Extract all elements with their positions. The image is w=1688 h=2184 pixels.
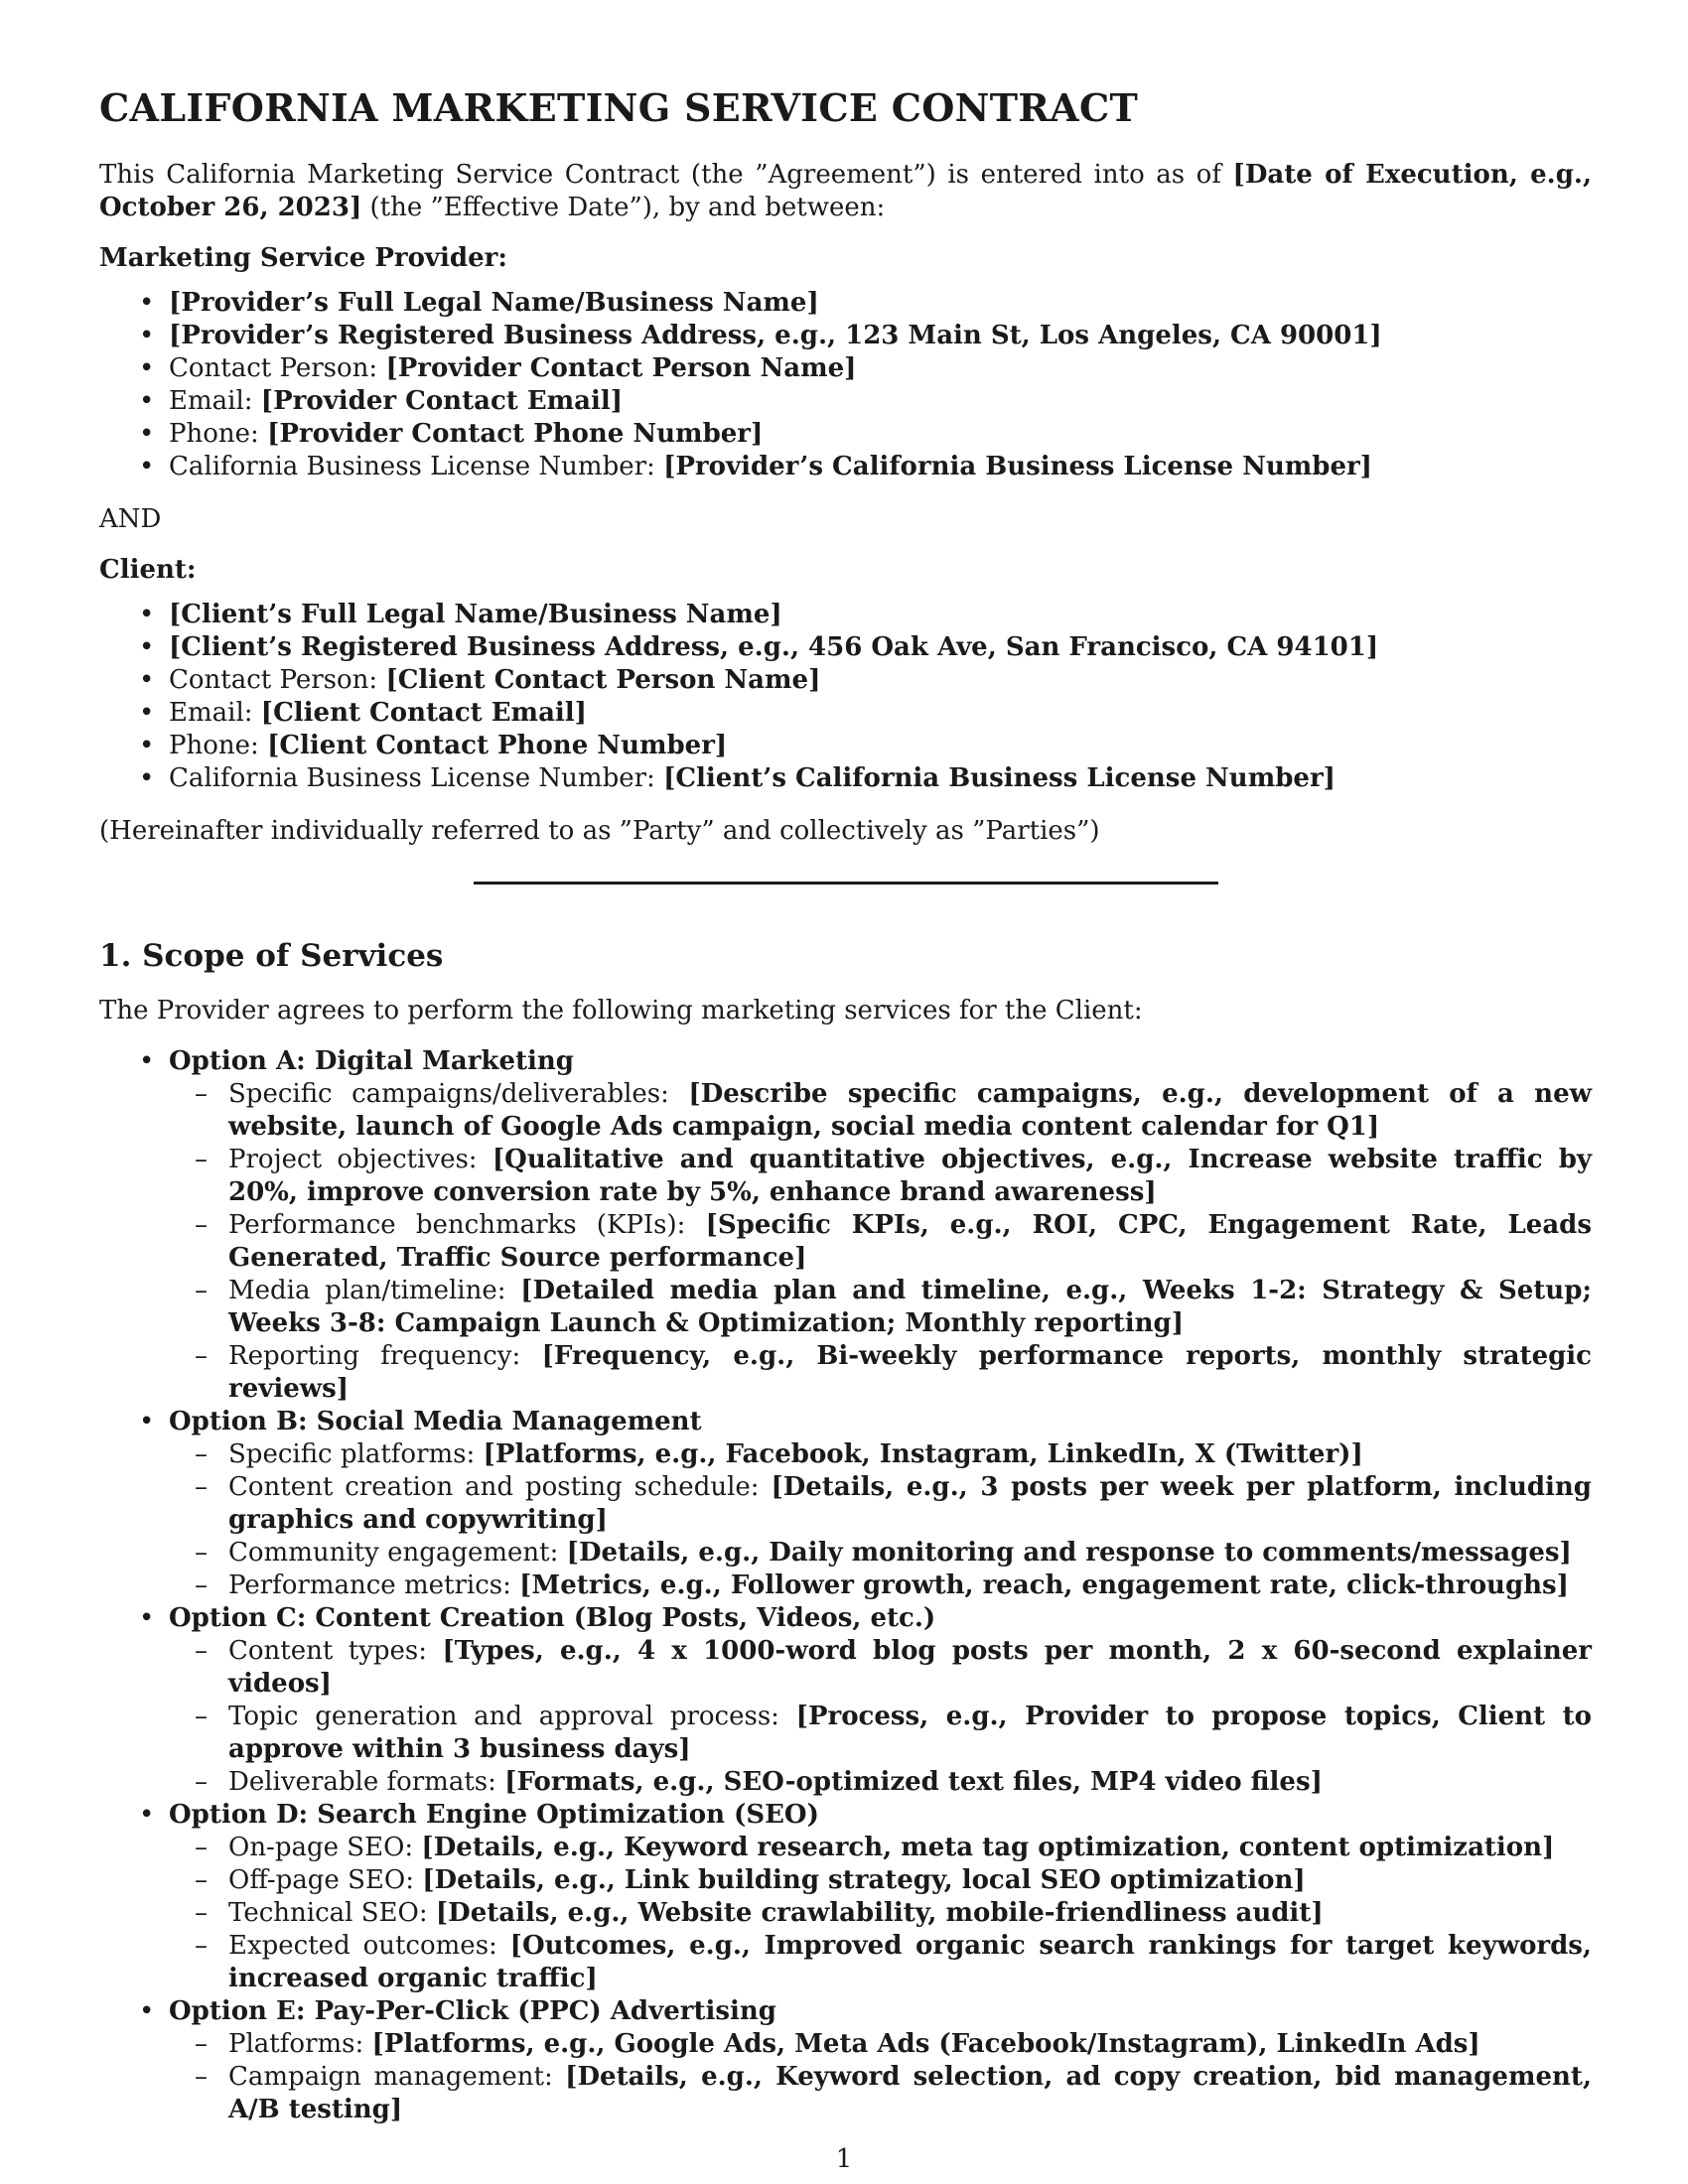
list-item bbox=[99, 697, 1592, 730]
item-value: [Qualitative and quantitative objectives, e.g., Increase website traffic by 20%, improve conversion rate by 5%, enhance brand awareness] bbox=[228, 1144, 1593, 1207]
item-value: [Client’s Registered Business Address, e.g., 456 Oak Ave, San Francisco, CA 94101] bbox=[169, 631, 1379, 662]
option-details bbox=[169, 1832, 1592, 1995]
option-social-media bbox=[99, 1406, 1592, 1602]
list-item bbox=[169, 1471, 1592, 1537]
list-item bbox=[169, 1930, 1592, 1995]
item-value: [Client Contact Person Name] bbox=[385, 664, 821, 695]
item-prefix: Expected outcomes: bbox=[228, 1930, 510, 1961]
list-item bbox=[99, 418, 1592, 451]
list-item bbox=[99, 352, 1592, 385]
list-item bbox=[99, 287, 1592, 320]
document-body bbox=[99, 85, 1592, 2146]
list-item bbox=[99, 664, 1592, 697]
list-item bbox=[169, 1078, 1592, 1144]
option-title: Option C: Content Creation (Blog Posts, Videos, etc.) bbox=[169, 1602, 936, 1633]
item-value: [Metrics, e.g., Follower growth, reach, engagement rate, click-throughs] bbox=[519, 1570, 1569, 1600]
item-value: [Details, e.g., Keyword selection, ad copy creation, bid management, A/B testing] bbox=[228, 2061, 1592, 2124]
item-value: [Platforms, e.g., Google Ads, Meta Ads (Facebook/Instagram), LinkedIn Ads] bbox=[371, 2028, 1480, 2059]
item-value: [Describe specific campaigns, e.g., development of a new website, launch of Google Ads campaign, social media content calendar for Q1] bbox=[228, 1078, 1593, 1142]
effective-date-placeholder: [Date of Execution, e.g., October 26, 2023] bbox=[99, 159, 1592, 222]
option-ppc bbox=[99, 1995, 1592, 2126]
item-value: [Provider’s Registered Business Address, e.g., 123 Main St, Los Angeles, CA 90001] bbox=[169, 320, 1382, 350]
item-value: [Platforms, e.g., Facebook, Instagram, LinkedIn, X (Twitter)] bbox=[483, 1438, 1363, 1469]
item-value: [Client’s Full Legal Name/Business Name] bbox=[169, 599, 782, 629]
item-value: [Client’s California Business License Number] bbox=[663, 762, 1336, 793]
list-item bbox=[99, 599, 1592, 631]
list-item bbox=[99, 631, 1592, 664]
item-prefix: Phone: bbox=[169, 418, 268, 449]
client-details-list bbox=[99, 599, 1592, 795]
item-value: [Details, e.g., Keyword research, meta tag optimization, content optimization] bbox=[421, 1832, 1555, 1862]
option-details bbox=[169, 1438, 1592, 1602]
service-options-list bbox=[99, 1045, 1592, 2126]
list-item bbox=[169, 1897, 1592, 1930]
item-value: [Details, e.g., Link building strategy, local SEO optimization] bbox=[422, 1864, 1306, 1895]
list-item bbox=[169, 1275, 1592, 1340]
client-label: Client: bbox=[99, 554, 197, 585]
item-prefix: Email: bbox=[169, 385, 261, 416]
item-value: [Details, e.g., Website crawlability, mobile-friendliness audit] bbox=[435, 1897, 1324, 1928]
item-prefix: Media plan/timeline: bbox=[228, 1275, 521, 1305]
list-item bbox=[169, 2061, 1592, 2126]
list-item bbox=[169, 1340, 1592, 1406]
item-prefix: California Business License Number: bbox=[169, 762, 664, 793]
option-details bbox=[169, 1078, 1592, 1406]
list-item bbox=[169, 1144, 1592, 1209]
list-item bbox=[169, 1438, 1592, 1471]
option-digital-marketing bbox=[99, 1045, 1592, 1406]
item-value: [Provider Contact Person Name] bbox=[385, 352, 857, 383]
parties-note: (Hereinafter individually referred to as ”Party” and collectively as ”Parties”) bbox=[99, 815, 1100, 846]
item-value: [Provider Contact Email] bbox=[260, 385, 624, 416]
item-value: [Provider’s California Business License Number] bbox=[663, 451, 1372, 481]
item-prefix: Phone: bbox=[169, 730, 268, 760]
item-prefix: Platforms: bbox=[228, 2028, 372, 2059]
intro-post: (the ”Effective Date”), by and between: bbox=[361, 192, 886, 222]
item-prefix: Community engagement: bbox=[228, 1537, 567, 1568]
list-item bbox=[169, 2028, 1592, 2061]
section-heading-scope: 1. Scope of Services bbox=[99, 937, 444, 974]
list-item bbox=[169, 1832, 1592, 1864]
provider-label: Marketing Service Provider: bbox=[99, 242, 507, 273]
item-value: [Details, e.g., Daily monitoring and response to comments/messages] bbox=[566, 1537, 1572, 1568]
item-value: [Client Contact Email] bbox=[260, 697, 587, 728]
list-item bbox=[99, 451, 1592, 483]
list-item bbox=[169, 1537, 1592, 1570]
item-prefix: Topic generation and approval process: bbox=[228, 1701, 796, 1731]
list-item bbox=[99, 385, 1592, 418]
item-prefix: Content creation and posting schedule: bbox=[228, 1471, 772, 1502]
item-prefix: Specific platforms: bbox=[228, 1438, 484, 1469]
list-item bbox=[169, 1635, 1592, 1701]
item-prefix: Specific campaigns/deliverables: bbox=[228, 1078, 689, 1109]
list-item bbox=[169, 1209, 1592, 1275]
item-value: [Client Contact Phone Number] bbox=[267, 730, 728, 760]
item-value: [Specific KPIs, e.g., ROI, CPC, Engagement Rate, Leads Generated, Traffic Source performance] bbox=[228, 1209, 1592, 1273]
list-item bbox=[99, 730, 1592, 762]
item-value: [Outcomes, e.g., Improved organic search rankings for target keywords, increased organic traffic] bbox=[228, 1930, 1592, 1993]
list-item bbox=[169, 1864, 1592, 1897]
list-item bbox=[99, 320, 1592, 352]
item-prefix: Performance metrics: bbox=[228, 1570, 520, 1600]
document-title: CALIFORNIA MARKETING SERVICE CONTRACT bbox=[99, 85, 1139, 130]
option-title: Option A: Digital Marketing bbox=[169, 1045, 574, 1076]
horizontal-divider bbox=[474, 882, 1218, 885]
item-prefix: California Business License Number: bbox=[169, 451, 664, 481]
option-title: Option E: Pay-Per-Click (PPC) Advertising bbox=[169, 1995, 776, 2026]
item-value: [Provider Contact Phone Number] bbox=[267, 418, 764, 449]
item-prefix: Content types: bbox=[228, 1635, 443, 1666]
item-value: [Details, e.g., 3 posts per week per platform, including graphics and copywriting] bbox=[228, 1471, 1592, 1535]
item-prefix: Project objectives: bbox=[228, 1144, 492, 1174]
item-prefix: Technical SEO: bbox=[228, 1897, 436, 1928]
item-value: [Detailed media plan and timeline, e.g., Weeks 1-2: Strategy & Setup; Weeks 3-8: Campaign Launch & Optimization; Monthly reporting] bbox=[228, 1275, 1592, 1338]
item-value: [Formats, e.g., SEO-optimized text files, MP4 video files] bbox=[504, 1766, 1323, 1797]
item-value: [Provider’s Full Legal Name/Business Name] bbox=[169, 287, 819, 318]
item-prefix: Email: bbox=[169, 697, 261, 728]
option-details bbox=[169, 1635, 1592, 1799]
and-separator: AND bbox=[99, 503, 162, 534]
item-prefix: Contact Person: bbox=[169, 352, 386, 383]
item-prefix: Performance benchmarks (KPIs): bbox=[228, 1209, 706, 1240]
item-prefix: Off-page SEO: bbox=[228, 1864, 423, 1895]
option-details bbox=[169, 2028, 1592, 2126]
option-seo bbox=[99, 1799, 1592, 1995]
intro-paragraph bbox=[99, 159, 1592, 224]
page-number: 1 bbox=[835, 2144, 853, 2174]
option-title: Option D: Search Engine Optimization (SEO) bbox=[169, 1799, 819, 1830]
list-item bbox=[169, 1570, 1592, 1602]
item-value: [Frequency, e.g., Bi-weekly performance reports, monthly strategic reviews] bbox=[228, 1340, 1592, 1404]
item-prefix: Reporting frequency: bbox=[228, 1340, 542, 1371]
item-value: [Process, e.g., Provider to propose topics, Client to approve within 3 business days] bbox=[228, 1701, 1592, 1764]
item-prefix: Campaign management: bbox=[228, 2061, 566, 2092]
option-content-creation bbox=[99, 1602, 1592, 1799]
provider-details-list bbox=[99, 287, 1592, 483]
option-title: Option B: Social Media Management bbox=[169, 1406, 702, 1436]
item-prefix: Contact Person: bbox=[169, 664, 386, 695]
section-intro: The Provider agrees to perform the following marketing services for the Client: bbox=[99, 995, 1143, 1025]
list-item bbox=[169, 1701, 1592, 1766]
intro-pre: This California Marketing Service Contract (the ”Agreement”) is entered into as of bbox=[99, 159, 1233, 190]
list-item bbox=[169, 1766, 1592, 1799]
list-item bbox=[99, 762, 1592, 795]
item-prefix: Deliverable formats: bbox=[228, 1766, 505, 1797]
item-value: [Types, e.g., 4 x 1000-word blog posts per month, 2 x 60-second explainer videos] bbox=[228, 1635, 1592, 1699]
item-prefix: On-page SEO: bbox=[228, 1832, 422, 1862]
